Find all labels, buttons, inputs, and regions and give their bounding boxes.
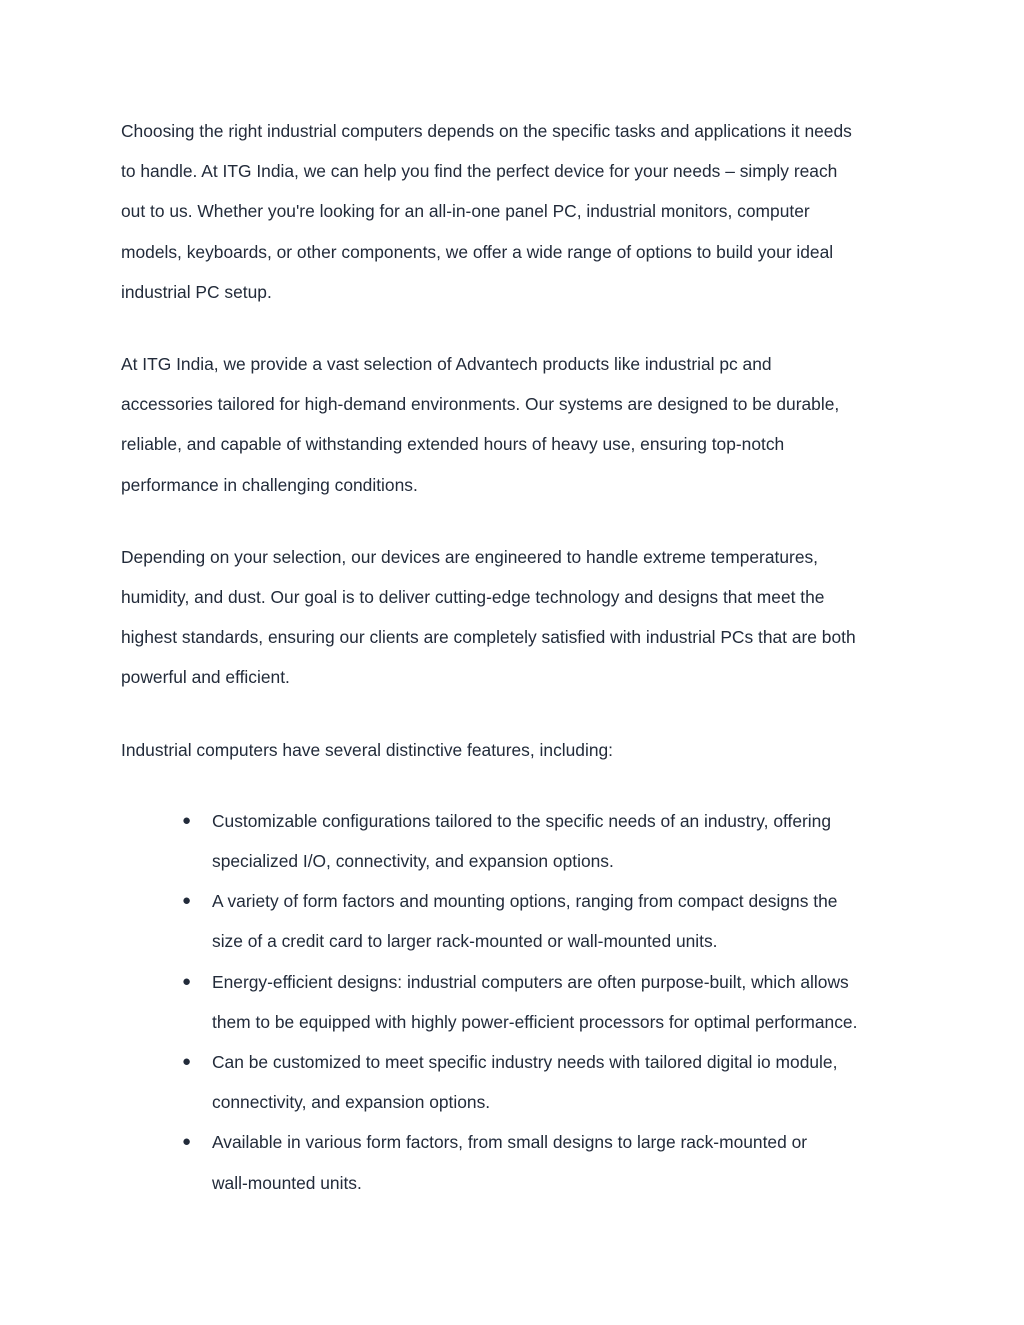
bullet-icon: ● (182, 892, 192, 910)
text-line: Available in various form factors, from small designs to large rack-mounted or (212, 1132, 808, 1153)
text-line: models, keyboards, or other components, we offer a wide range of options to build your ideal (121, 241, 834, 262)
text-line: reliable, and capable of withstanding extended hours of heavy use, ensuring top-notch (121, 434, 785, 455)
list-item (121, 1122, 906, 1202)
features-list (121, 801, 906, 1203)
text-line: Customizable configurations tailored to the specific needs of an industry, offering (212, 810, 832, 831)
text-line: industrial PC setup. (121, 281, 272, 302)
bullet-icon: ● (182, 1053, 192, 1071)
text-line: out to us. Whether you're looking for an all-in-one panel PC, industrial monitors, computer (121, 201, 810, 222)
text-line: powerful and efficient. (121, 667, 290, 688)
list-item (121, 881, 906, 961)
list-item (121, 801, 906, 881)
text-line: Choosing the right industrial computers depends on the specific tasks and applications it needs (121, 121, 852, 141)
text-line: them to be equipped with highly power-efficient processors for optimal performance. (212, 1011, 858, 1032)
text-line: performance in challenging conditions. (121, 474, 418, 495)
text-line: connectivity, and expansion options. (212, 1092, 491, 1113)
text-line: highest standards, ensuring our clients are completely satisfied with industrial PCs that are both (121, 627, 856, 648)
list-item (121, 962, 906, 1042)
text-line: Energy-efficient designs: industrial computers are often purpose-built, which allows (212, 971, 849, 992)
text-line: At ITG India, we provide a vast selection of Advantech products like industrial pc and (121, 354, 772, 375)
text-line: A variety of form factors and mounting options, ranging from compact designs the (212, 891, 838, 912)
list-item (121, 1042, 906, 1122)
bullet-icon: ● (182, 1133, 192, 1151)
features-intro: Industrial computers have several distinctive features, including: (121, 739, 614, 760)
text-line: accessories tailored for high-demand environments. Our systems are designed to be durable, (121, 394, 840, 415)
paragraph-extreme-conditions (121, 537, 906, 698)
text-line: specialized I/O, connectivity, and expansion options. (212, 851, 614, 872)
bullet-icon: ● (182, 811, 192, 829)
paragraph-choosing-computers (121, 111, 906, 312)
bullet-icon: ● (182, 972, 192, 990)
paragraph-advantech-products (121, 344, 906, 505)
text-line: to handle. At ITG India, we can help you find the perfect device for your needs – simply reach (121, 161, 838, 182)
document-page (121, 111, 906, 1203)
text-line: Depending on your selection, our devices are engineered to handle extreme temperatures, (121, 546, 819, 567)
text-line: Can be customized to meet specific industry needs with tailored digital io module, (212, 1052, 838, 1073)
text-line: humidity, and dust. Our goal is to deliver cutting-edge technology and designs that meet the (121, 587, 825, 608)
text-line: size of a credit card to larger rack-mounted or wall-mounted units. (212, 931, 718, 952)
text-line: wall-mounted units. (212, 1172, 362, 1193)
